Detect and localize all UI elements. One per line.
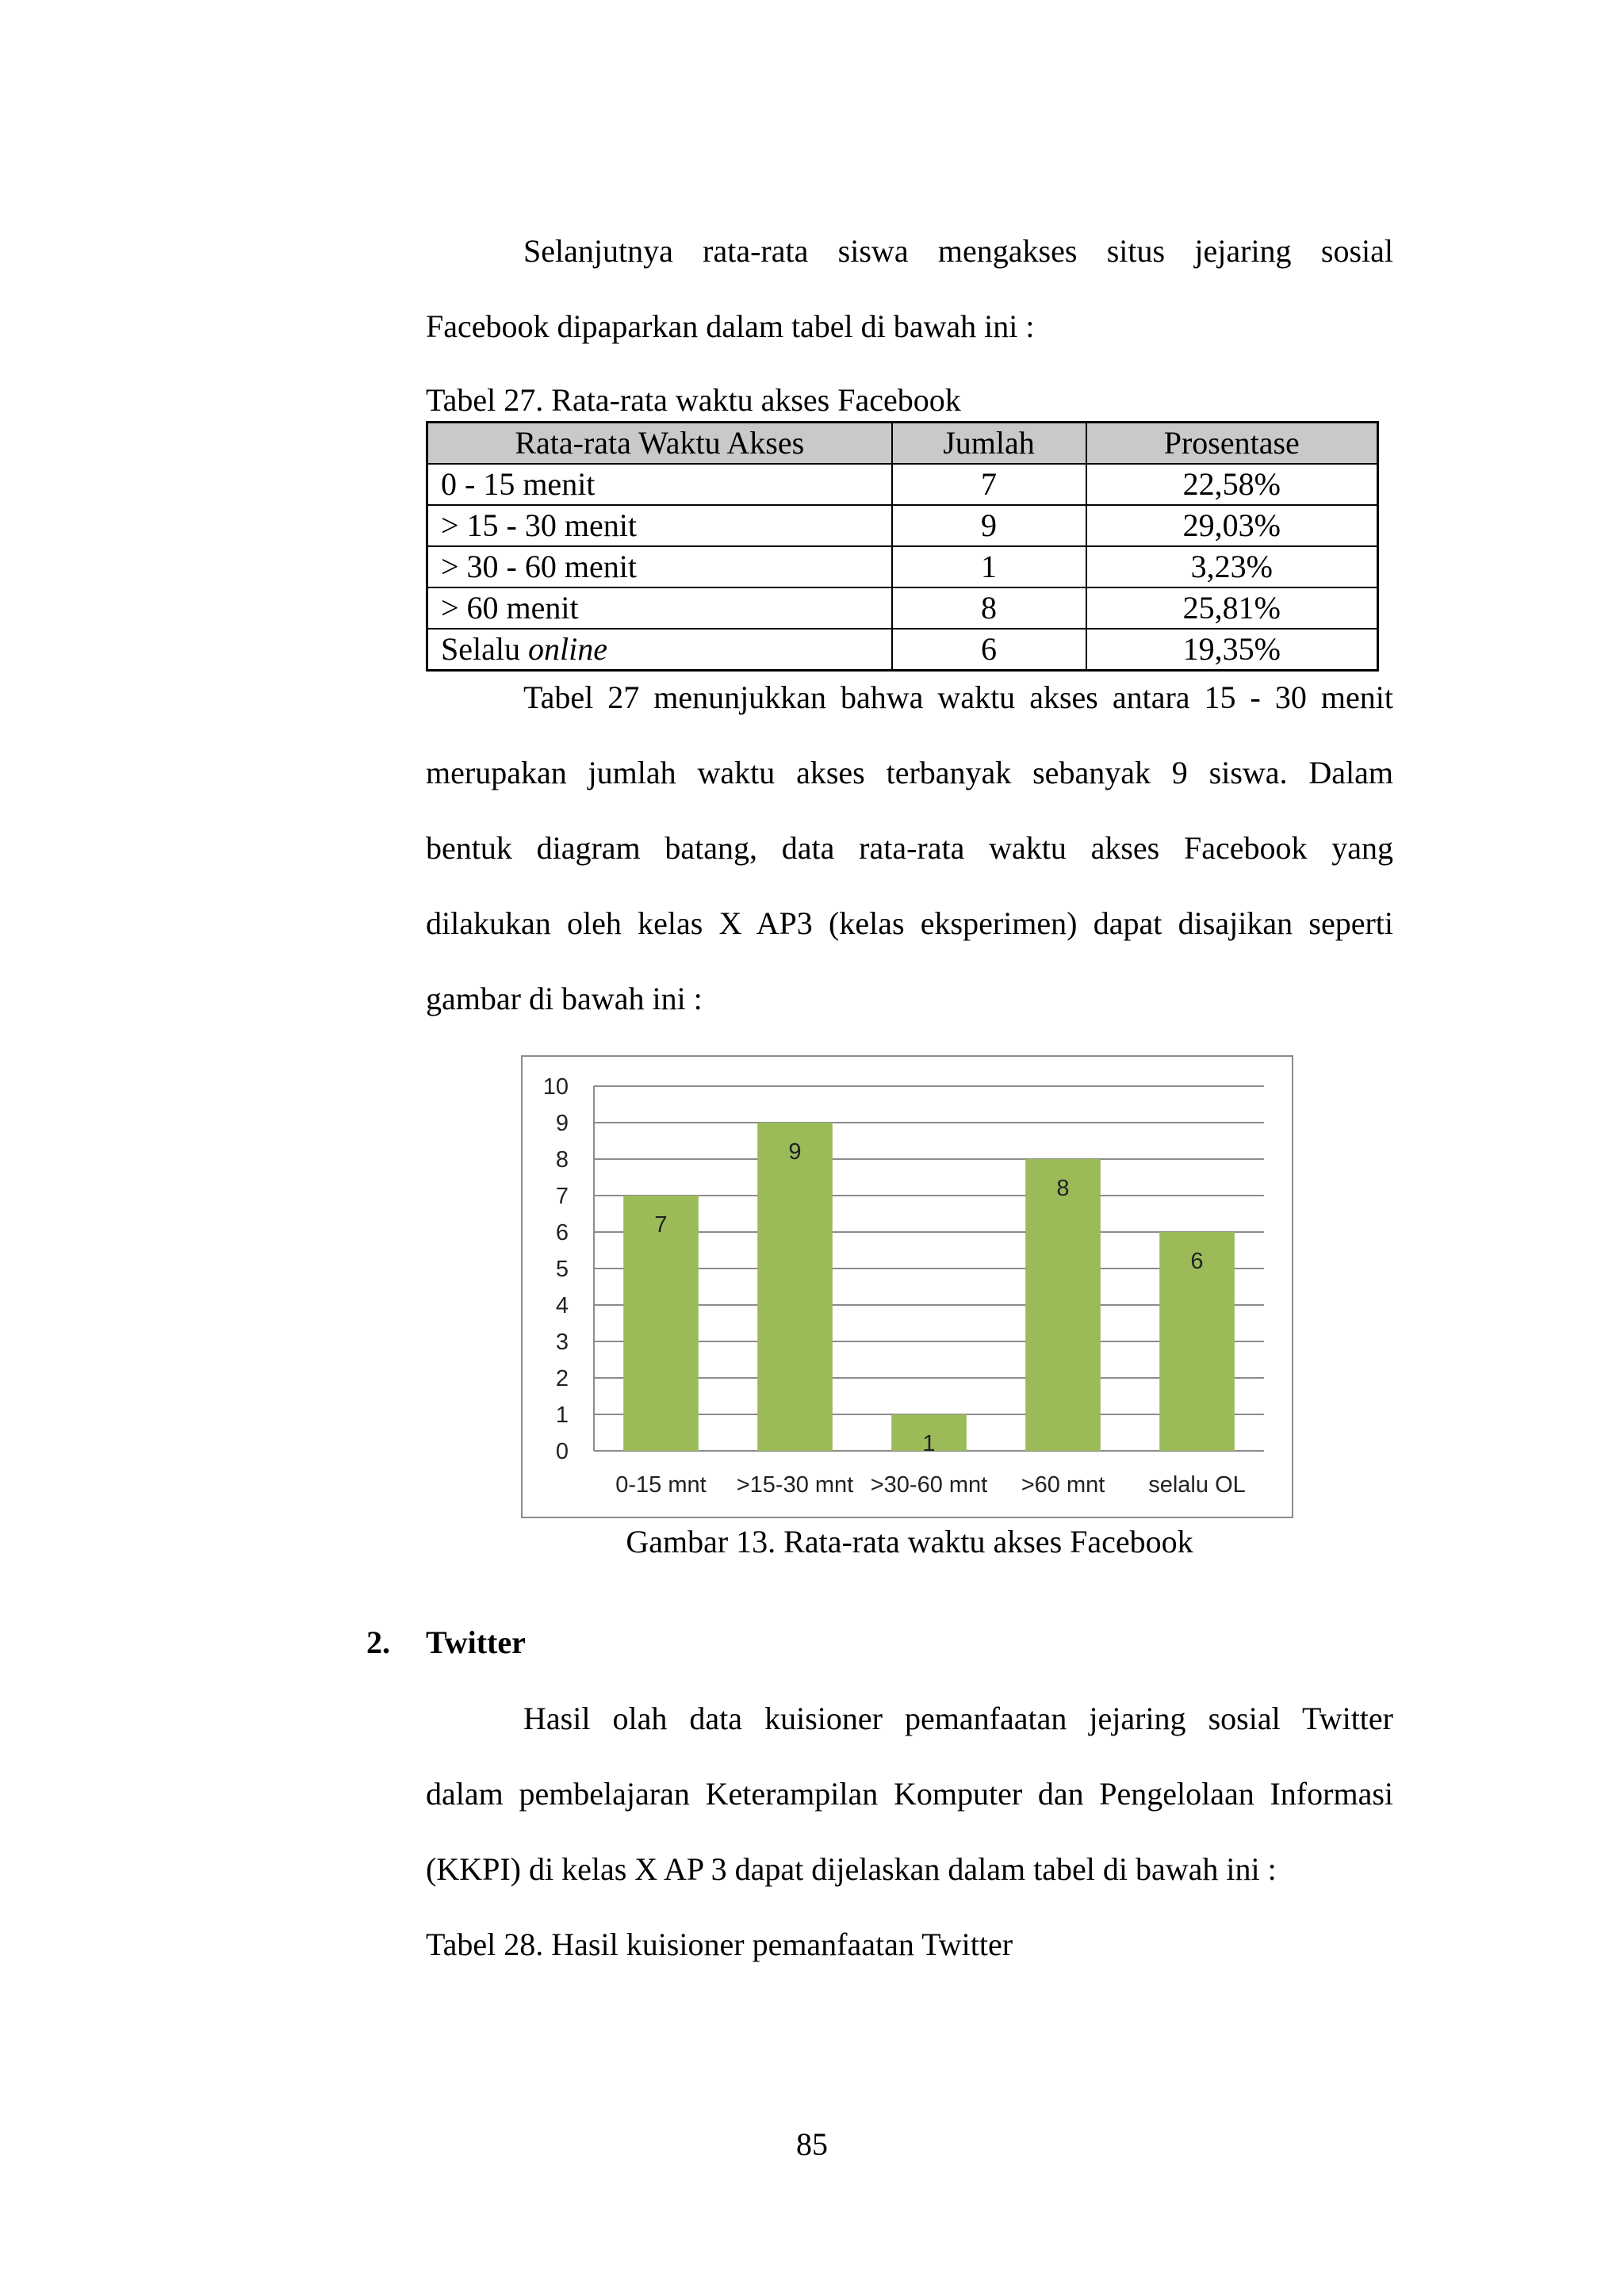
y-tick-label: 5 bbox=[555, 1257, 569, 1282]
x-tick-label: >30-60 mnt bbox=[870, 1472, 988, 1498]
y-tick-label: 2 bbox=[555, 1366, 569, 1391]
table-cell-label: > 60 menit bbox=[427, 587, 892, 629]
twitter-line-2: dalam pembelajaran Keterampilan Komputer dan Pengelolaan Informasi bbox=[426, 1776, 1393, 1812]
table-header-cell: Rata-rata Waktu Akses bbox=[427, 423, 892, 465]
table-cell-prosentase: 3,23% bbox=[1086, 546, 1378, 587]
x-tick-label: 0-15 mnt bbox=[615, 1472, 707, 1498]
bar bbox=[1025, 1159, 1101, 1451]
table-cell-prosentase: 25,81% bbox=[1086, 587, 1378, 629]
table-cell-jumlah: 8 bbox=[892, 587, 1086, 629]
table-cell-prosentase: 29,03% bbox=[1086, 505, 1378, 546]
table-cell-label: > 15 - 30 menit bbox=[427, 505, 892, 546]
table-cell-label bbox=[427, 629, 892, 671]
label-prefix: Selalu bbox=[441, 631, 520, 667]
table-27 bbox=[426, 421, 1379, 672]
table-cell-jumlah: 6 bbox=[892, 629, 1086, 671]
y-tick-label: 4 bbox=[555, 1293, 569, 1318]
data-label: 8 bbox=[1056, 1176, 1070, 1201]
y-tick-label: 1 bbox=[555, 1402, 569, 1428]
table-27-caption: Tabel 27. Rata-rata waktu akses Facebook bbox=[426, 382, 961, 418]
intro-line-2: Facebook dipaparkan dalam tabel di bawah ini : bbox=[426, 308, 1035, 344]
discussion-line-1: Tabel 27 menunjukkan bahwa waktu akses antara 15 - 30 menit bbox=[523, 679, 1393, 715]
twitter-line-3: (KKPI) di kelas X AP 3 dapat dijelaskan dalam tabel di bawah ini : bbox=[426, 1851, 1277, 1887]
table-row bbox=[427, 587, 1378, 629]
discussion-line-5: gambar di bawah ini : bbox=[426, 981, 703, 1016]
y-tick-label: 8 bbox=[555, 1147, 569, 1173]
table-row bbox=[427, 505, 1378, 546]
x-tick-label: selalu OL bbox=[1148, 1472, 1246, 1498]
figure-13-caption: Gambar 13. Rata-rata waktu akses Facebook bbox=[626, 1524, 1193, 1559]
table-row bbox=[427, 546, 1378, 587]
section-title: Twitter bbox=[426, 1624, 526, 1660]
y-tick-label: 9 bbox=[555, 1111, 569, 1136]
table-cell-prosentase: 22,58% bbox=[1086, 464, 1378, 505]
page-number: 85 bbox=[796, 2126, 828, 2162]
y-tick-label: 0 bbox=[555, 1439, 569, 1464]
intro-line-1: Selanjutnya rata-rata siswa mengakses situs jejaring sosial bbox=[523, 233, 1393, 269]
twitter-line-1: Hasil olah data kuisioner pemanfaatan jejaring sosial Twitter bbox=[523, 1701, 1393, 1736]
table-cell-label: 0 - 15 menit bbox=[427, 464, 892, 505]
table-cell-prosentase: 19,35% bbox=[1086, 629, 1378, 671]
x-tick-label: >60 mnt bbox=[1021, 1472, 1105, 1498]
table-header-row bbox=[427, 423, 1378, 465]
table-header-cell: Prosentase bbox=[1086, 423, 1378, 465]
table-cell-jumlah: 1 bbox=[892, 546, 1086, 587]
data-label: 9 bbox=[788, 1139, 802, 1165]
x-tick-label: >15-30 mnt bbox=[736, 1472, 854, 1498]
bar-chart-frame bbox=[521, 1055, 1293, 1518]
table-cell-jumlah: 7 bbox=[892, 464, 1086, 505]
data-label: 1 bbox=[922, 1431, 936, 1456]
discussion-line-2: merupakan jumlah waktu akses terbanyak sebanyak 9 siswa. Dalam bbox=[426, 755, 1393, 790]
bar bbox=[757, 1123, 833, 1451]
data-label: 7 bbox=[654, 1212, 668, 1238]
discussion-line-3: bentuk diagram batang, data rata-rata waktu akses Facebook yang bbox=[426, 830, 1393, 866]
table-row bbox=[427, 629, 1378, 671]
label-italic: online bbox=[527, 631, 607, 667]
y-tick-label: 7 bbox=[555, 1184, 569, 1209]
table-cell-label: > 30 - 60 menit bbox=[427, 546, 892, 587]
table-row bbox=[427, 464, 1378, 505]
table-header-cell: Jumlah bbox=[892, 423, 1086, 465]
discussion-line-4: dilakukan oleh kelas X AP3 (kelas eksperimen) dapat disajikan seperti bbox=[426, 905, 1393, 941]
table-cell-jumlah: 9 bbox=[892, 505, 1086, 546]
data-label: 6 bbox=[1190, 1249, 1204, 1274]
bar-chart bbox=[523, 1057, 1292, 1517]
y-tick-label: 6 bbox=[555, 1220, 569, 1246]
y-tick-label: 10 bbox=[542, 1074, 569, 1100]
table-28-caption: Tabel 28. Hasil kuisioner pemanfaatan Twitter bbox=[426, 1927, 1013, 1962]
section-number: 2. bbox=[366, 1624, 390, 1660]
y-tick-label: 3 bbox=[555, 1330, 569, 1355]
